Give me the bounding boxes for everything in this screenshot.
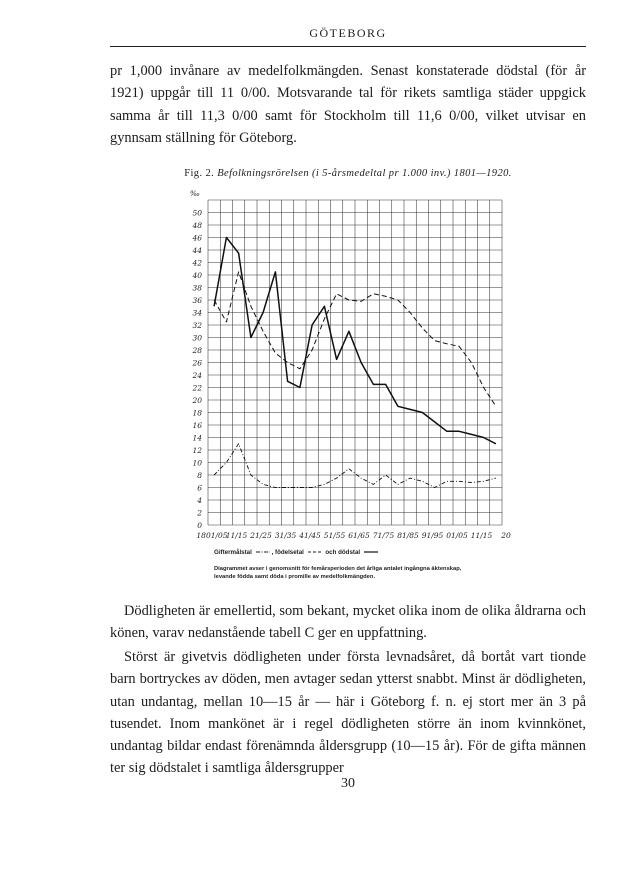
- x-tick-label: 51/55: [323, 531, 346, 540]
- y-tick-label: 40: [192, 271, 202, 280]
- x-tick-label: 21/25: [250, 531, 272, 540]
- y-tick-label: 10: [192, 458, 202, 468]
- y-tick-label: 42: [192, 258, 202, 268]
- figure-title: Befolkningsrörelsen (i 5-årsmedeltal pr 1.000 inv.) 1801—1920.: [217, 168, 512, 179]
- x-tick-label: 61/65: [348, 531, 370, 540]
- y-tick-label: 18: [192, 408, 202, 418]
- y-tick-label: 20: [192, 396, 202, 405]
- running-header: GÖTEBORG: [309, 26, 387, 40]
- y-tick-label: 6: [197, 483, 202, 493]
- figure-number: Fig. 2.: [184, 168, 215, 179]
- chart-note-line1: Diagrammet avser i genomsnitt för femårsperioden det årliga antalet ingångna äktenskap,: [214, 566, 462, 572]
- legend-death: dödstal: [338, 549, 361, 556]
- x-axis-ticks: [196, 531, 511, 540]
- x-tick-label: 11/15: [225, 531, 248, 540]
- y-tick-label: 24: [192, 371, 202, 380]
- y-tick-label: 16: [192, 421, 202, 430]
- y-tick-label: 44: [192, 246, 202, 255]
- y-tick-label: 14: [192, 433, 202, 443]
- x-tick-label: 31/35: [274, 531, 297, 540]
- y-tick-label: 46: [192, 233, 202, 243]
- legend-marriage: Giftermålstal: [214, 549, 252, 556]
- x-tick-label: 91/95: [421, 531, 444, 540]
- y-axis-ticks: [190, 189, 202, 530]
- y-tick-label: 8: [197, 471, 202, 480]
- paragraph-ages: Störst är givetvis dödligheten under första levnadsåret, då bortåt vart tionde barn bortryckes av döden, men avtager sedan ytterst snabbt. Minst är dödligheten, utan undantag, mellan 10—15 år — här i Göteborg f. n. ej stort mer än 3 på tusendet. Inom mankönet är i regel dödligheten större än inom kvinnkönet, undantag bildar endast förenämnda åldersgrupp (10—15 år). För de gifta männen ter sig dödstalet i samtliga åldersgrupper: [110, 649, 586, 777]
- x-tick-label: 01/05: [446, 531, 468, 540]
- x-tick-label: 20: [501, 531, 511, 540]
- page-number: 30: [341, 776, 355, 791]
- y-tick-label: 50: [192, 208, 202, 218]
- y-tick-label: 4: [197, 496, 202, 505]
- y-unit-label: ‰: [189, 189, 200, 198]
- y-tick-label: 34: [192, 308, 202, 318]
- legend-birth: födelsetal: [275, 549, 304, 556]
- y-tick-label: 28: [192, 346, 202, 355]
- paragraph-mortality: Dödligheten är emellertid, som bekant, mycket olika inom de olika åldrarna och könen, varav nedanstående tabell C ger en uppfattning.: [110, 603, 586, 642]
- y-tick-label: 48: [192, 221, 202, 230]
- legend-solid-sample: [364, 550, 378, 554]
- x-tick-label: 71/75: [372, 531, 395, 540]
- y-tick-label: 26: [192, 358, 202, 368]
- y-tick-label: 38: [192, 283, 202, 293]
- legend-dashdot-sample: [256, 550, 270, 554]
- chart-note: [214, 566, 461, 581]
- x-tick-label: 81/85: [397, 531, 419, 540]
- y-tick-label: 0: [197, 521, 202, 530]
- y-tick-label: 22: [192, 383, 202, 393]
- legend-and: och: [325, 549, 337, 556]
- y-tick-label: 2: [197, 508, 202, 518]
- x-tick-label: 11/15: [470, 531, 493, 540]
- x-tick-label: 1801/05: [196, 531, 228, 540]
- legend-dashed-sample: [308, 550, 322, 554]
- paragraph-intro: pr 1,000 invånare av medelfolkmängden. Senast konstaterade dödstal (för år 1921) uppgår till 11 0/00. Motsvarande tal för rikets samtliga städer uppgick samma år till 11,3 0/00 samt för Stockholm till 11,6 0/00, vilket utvisar en gynnsam ställning för Göteborg.: [110, 63, 586, 146]
- x-tick-label: 41/45: [299, 531, 321, 540]
- y-tick-label: 30: [192, 333, 202, 343]
- y-tick-label: 12: [192, 446, 202, 455]
- chart-note-line2: levande födda samt döda i promille av medelfolkmängden.: [214, 573, 376, 580]
- y-tick-label: 36: [192, 296, 202, 305]
- chart-legend: Giftermålstal , födelsetal och dödstal: [214, 549, 380, 556]
- y-tick-label: 32: [192, 321, 202, 330]
